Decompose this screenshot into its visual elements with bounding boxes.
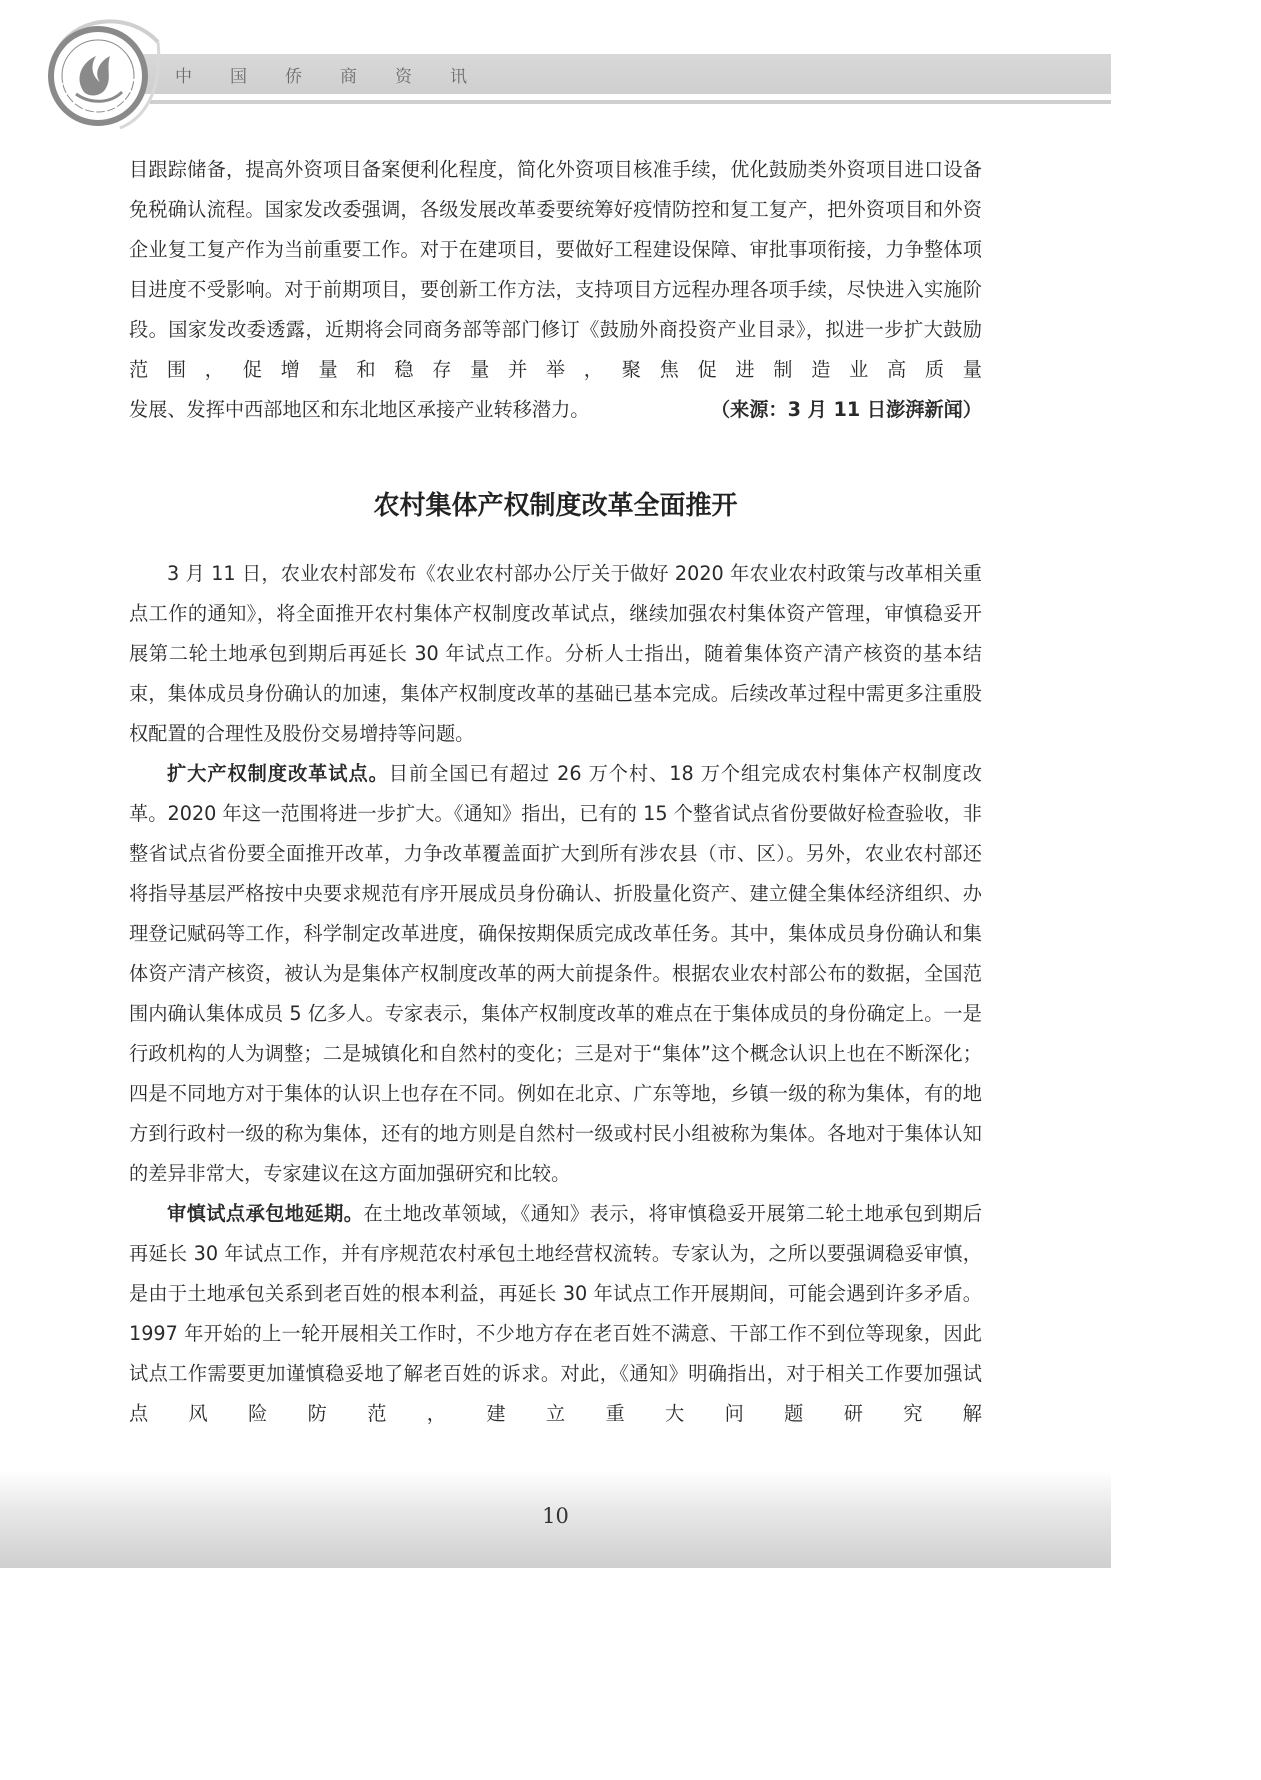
federation-logo	[40, 12, 165, 132]
article2-section1	[129, 754, 982, 1194]
section2-lead: 审慎试点承包地延期。	[167, 1202, 364, 1225]
article2-title: 农村集体产权制度改革全面推开	[373, 491, 738, 521]
article-body	[129, 150, 982, 1434]
page-number: 10	[542, 1504, 569, 1528]
section2-text: 在土地改革领域，《通知》表示，将审慎稳妥开展第二轮土地承包到期后再延长 30 年试点工作，并有序规范农村承包土地经营权流转。专家认为，之所以要强调稳妥审慎，是由于土地承包关系到老百姓的根本利益，再延长 30 年试点工作开展期间，可能会遇到许多矛盾。1997 年开始的上一轮开展相关工作时，不少地方存在老百姓不满意、干部工作不到位等现象，因此试点工作需要更加谨慎稳妥地了解老百姓的诉求。对此，《通知》明确指出，对于相关工作要加强试点风险防范，建立重大问题研究解	[129, 1202, 983, 1425]
header-rule	[150, 100, 1111, 104]
article2-intro: 3 月 11 日，农业农村部发布《农业农村部办公厅关于做好 2020 年农业农村政策与改革相关重点工作的通知》，将全面推开农村集体产权制度改革试点，继续加强农村集体资产管理，审慎稳妥开展第二轮土地承包到期后再延长 30 年试点工作。分析人士指出，随着集体资产清产核资的基本结束，集体成员身份确认的加速，集体产权制度改革的基础已基本完成。后续改革过程中需更多注重股权配置的合理性及股份交易增持等问题。	[129, 562, 982, 745]
article2-section2	[129, 1194, 982, 1434]
article1-last-line	[129, 390, 982, 430]
article1-source: （来源：3 月 11 日澎湃新闻）	[710, 398, 982, 421]
section1-lead: 扩大产权制度改革试点。	[167, 762, 389, 785]
section1-text: 目前全国已有超过 26 万个村、18 万个组完成农村集体产权制度改革。2020 年这一范围将进一步扩大。《通知》指出，已有的 15 个整省试点省份要做好检查验收，非整省试点省份要全面推开改革，力争改革覆盖面扩大到所有涉农县（市、区）。另外，农业农村部还将指导基层严格按中央要求规范有序开展成员身份确认、折股量化资产、建立健全集体经济组织、办理登记赋码等工作，科学制定改革进度，确保按期保质完成改革任务。其中，集体成员身份确认和集体资产清产核资，被认为是集体产权制度改革的两大前提条件。根据农业农村部公布的数据，全国范围内确认集体成员 5 亿多人。专家表示，集体产权制度改革的难点在于集体成员的身份确定上。一是行政机构的人为调整；二是城镇化和自然村的变化；三是对于“集体”这个概念认识上也在不断深化；四是不同地方对于集体的认识上也存在不同。例如在北京、广东等地，乡镇一级的称为集体，有的地方到行政村一级的称为集体，还有的地方则是自然村一级或村民小组被称为集体。各地对于集体认知的差异非常大，专家建议在这方面加强研究和比较。	[129, 762, 982, 1185]
article1-paragraph: 目跟踪储备，提高外资项目备案便利化程度，简化外资项目核准手续，优化鼓励类外资项目进口设备免税确认流程。国家发改委强调，各级发展改革委要统筹好疫情防控和复工复产，把外资项目和外资企业复工复产作为当前重要工作。对于在建项目，要做好工程建设保障、审批事项衔接，力争整体项目进度不受影响。对于前期项目，要创新工作方法，支持项目方远程办理各项手续，尽快进入实施阶段。国家发改委透露，近期将会同商务部等部门修订《鼓励外商投资产业目录》，拟进一步扩大鼓励范围，促增量和稳存量并举，聚焦促进制造业高质量	[129, 158, 982, 381]
article1-last-line-text: 发展、发挥中西部地区和东北地区承接产业转移潜力。	[129, 398, 590, 421]
running-header-title: 中国侨商资讯	[175, 67, 505, 87]
